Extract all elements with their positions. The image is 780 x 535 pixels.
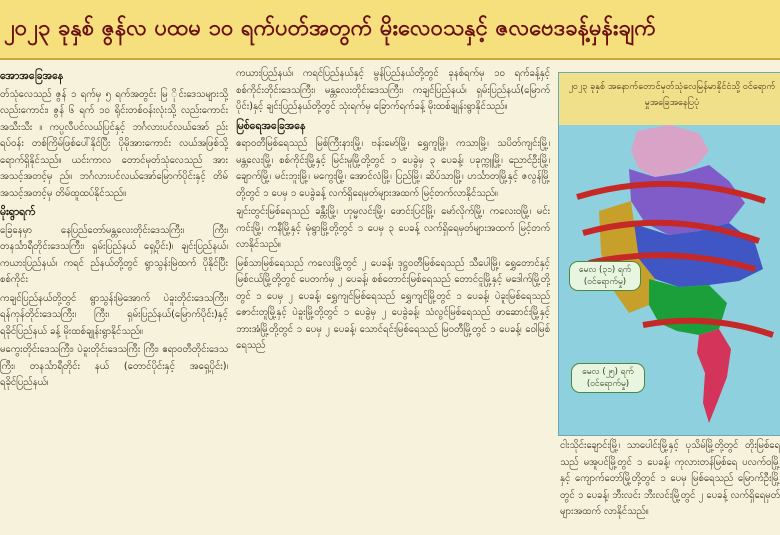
paragraph: ချင်းတွင်းမြစ်ရေသည် ခန္တီးမြို့၊ ဟုမ္မလင်းမြို့၊ ဖောင်းပြင်မြို့၊ မော်လိုက်မြို့၊ ကလေးဝမြို့၊ မင်းကင်းမြို့၊ ကနီမြို့နှင့် မုံရွာမြို့တို့တွင် ၁ ပေမှ ၃ ပေခန့် လက်ရှိရေမှတ်များအထက် မြင့်တက်လာနိုင်သည်။ — [236, 206, 550, 250]
paragraph: မြစ်သာမြစ်ရေသည် ကလေးမြို့တွင် ၂ ပေခန့်၊ ဒုဋ္ဌဝတီမြစ်ရေသည် သီပေါမြို့၊ ရွှေတောင်နှင့် မြစ်ငယ်မြို့တို့တွင် ပေတက်မှ ၂ ပေခန့်၊ စစ်တောင်းမြစ်ရေသည် တောင်ငူမြို့နှင့် မဒေါက်မြို့တို့တွင် ၁ ပေမှ ၂ ပေခန့်၊ ရွှေကျင်မြစ်ရေသည် ရွှေကျင်မြို့တွင် ၁ ပေခန့်၊ ပဲခူးမြစ်ရေသည် ဇောင်းတူမြို့နှင့် ပဲခူးမြို့တို့တွင် ၁ ပေခွဲမှ ၂ ပေခွဲခန့်၊ သံလွင်မြစ်ရေသည် ဖာဆောင်းမြို့နှင့် ဘားအံမြို့တို့တွင် ၁ ပေမှ ၂ ပေခန့်၊ သောင်ရင်းမြစ်ရေသည် မြဝတီမြို့တွင် ၁ ပေခန့်၊ ဝေါမြစ်ရေသည် — [236, 257, 550, 351]
article-column-3 — [560, 438, 780, 535]
paragraph: ခြေနေမှာ နေပြည်တော်မန္တလေးတိုင်းဒေသကြီး၊ ကြီး၊ တနင်္သာရီတိုင်းဒေသကြီး၊ ရှမ်းပြည်နယ် ရှေ့ပိုင်း)၊ ချင်းပြည်နယ်၊ ကယားပြည်နယ်၊ ကရင် ည်နယ်တို့တွင် ရွာသွန်းမြဲထက် ပိုနိုင်ပြီး စစ်ကိုင်း — [0, 224, 228, 285]
map-caption: ၂၀၂၃ ခုနှစ် အနောက်တောင်မုတ်သုံလေမြန်မာနိုင်ငံသို့ ဝင်ရောက်မှုအခြေအနေပြပုံ — [559, 73, 780, 125]
paragraph: ငါးသိုင်းချောင်းမြို့၊ သာပေါင်းမြို့နှင့် ပုသိမ်မြို့တို့တွင် တိုးမြစ်ရေသည် မအူပင်မြို့တွင် ၁ ပေခန့်၊ ကုလားတန်မြစ်ရေ ပလက်ဝမြို့နှင့် ကျောက်တော်မြို့တို့တွင် ၁ ပေမှ မြစ်ရေသည် မြောက်ဦးမြို့တွင် ၁ ပေခန့်၊ ဘီးလင်း ဘီးလင်းမြို့တွင် ၂ ပေခန့် လက်ရှိရေမှတ်များအထက် လာနိုင်သည်။ — [560, 440, 780, 517]
paragraph: မကွေးတိုင်းဒေသကြီး၊ ပဲခူးတိုင်းဒေသကြီး ကြီး၊ ဧရာဝတီတိုင်းဒေသကြီး၊ တနင်္သာရီတိုင်း နယ် (တောင်ပိုင်းနှင့် အရှေ့ပိုင်း)၊ ရခိုင်ပြည်နယ်၊ — [0, 344, 228, 388]
map-label-may31: မေလ (၃၁) ရက် (ဝင်ရောက်မှု) — [569, 261, 641, 291]
paragraph: တ်သုံလေသည် ဇွန် ၁ ရက်မှ ၅ ရက်အတွင်း မြ ိုင်းဒေသများသို့ လည်းကောင်း၊ ဇွန် ၆ ရက် ၁၀ ရိုင်းတစ်ဝန်းလုံးသို့ လည်းကောင်း အသီးသီး ။ ကပ္ပလီပင်လယ်ပြင်နှင့် ဘင်္ဂလားပင်လယ်အော် ည်းရပ်ဝန်း တစ်ကြိမ်ဖြစ်ပေါ်နိုင်ပြီး ပိုမိုအားကောင်း လယ်အဖြစ်သို့ ရောက်ရှိနိုင်သည်။ ယင်းကာလ တောင်မုတ်သုံလေသည် အားအသင့်အတင့်မှ ည်။ ဘင်္ဂလားပင်လယ်အော်မြောက်ပိုင်းနှင့် တိမ်အသင့်အတင့်မှ တိမ်ထူထပ်နိုင်သည်။ — [0, 88, 228, 199]
paragraph: ကယားပြည်နယ်၊ ကရင်ပြည်နယ်နှင့် မွန်ပြည်နယ်တို့တွင် ခုနစ်ရက်မှ ၁၀ ရက်ခန့်နှင့် စစ်ကိုင်းတိုင်းဒေသကြီး၊ မန္တလေးတိုင်းဒေသကြီး၊ ကချင်ပြည်နယ်၊ ရှမ်းပြည်နယ်(မြောက်ပိုင်း)နှင့် ချင်းပြည်နယ်တို့တွင် သုံးရက်မှ ခြောက်ရက်ခန့် မိုးထစ်ချုန်းရွာနိုင်သည်။ — [236, 68, 550, 112]
section-heading-weather: အောအခြေအနေ — [0, 70, 64, 82]
map-label-may25: မေလ (၂၅) ရက် (ဝင်ရောက်မှု) — [571, 363, 645, 393]
article-column-2 — [236, 66, 550, 531]
article-column-1 — [0, 66, 228, 531]
paragraph: ကချင်ပြည်နယ်တို့တွင် ရွာသွန်းမြဲအောက် ပဲခူးတိုင်းဒေသကြီး၊ ရန်ကုန်တိုင်းဒေသကြီး၊ ကြီး၊ ရှမ်းပြည်နယ်(မြောက်ပိုင်း)နှင့် ရခိုင်ပြည်နယ် ခန့် မိုးထစ်ချုန်းရွာနိုင်သည်။ — [0, 292, 228, 337]
headline: ၂၀၂၃ ခုနှစ် ဇွန်လ ပထမ ၁၀ ရက်ပတ်အတွက် မိုးလေဝသနှင့် ဇလဗေဒခန့်မှန်းချက် — [0, 0, 780, 60]
monsoon-map — [558, 72, 780, 436]
paragraph: ဧရာဝတီမြစ်ရေသည် မြစ်ကြီးနားမြို့၊ ဗန်းမော်မြို့၊ ရွှေကူမြို့၊ ကသာမြို့၊ သပိတ်ကျင်းမြို့၊ မန္တလေးမြို့၊ စစ်ကိုင်းမြို့နှင့် မြင်းမူမြို့တို့တွင် ၁ ပေခွဲမှ ၃ ပေခန့်၊ ပခုက္ကူမြို့၊ ညောင်ဦးမြို့၊ ချောက်မြို့၊ မင်းဘူးမြို့၊ မကွေးမြို့၊ အောင်လံမြို့၊ ပြည်မြို့၊ ဆိပ်သာမြို့၊ ဟင်္သာတမြို့နှင့် ဇလွန်မြို့တို့တွင် ၁ ပေမှ ၁ ပေခွဲခန့် လက်ရှိရေမှတ်များအထက် မြင့်တက်လာနိုင်သည်။ — [236, 138, 550, 199]
section-heading-river: မြစ်ရေအခြေအနေ — [236, 119, 306, 132]
section-heading-rain-days: မိုးရွာရက် — [0, 206, 36, 218]
